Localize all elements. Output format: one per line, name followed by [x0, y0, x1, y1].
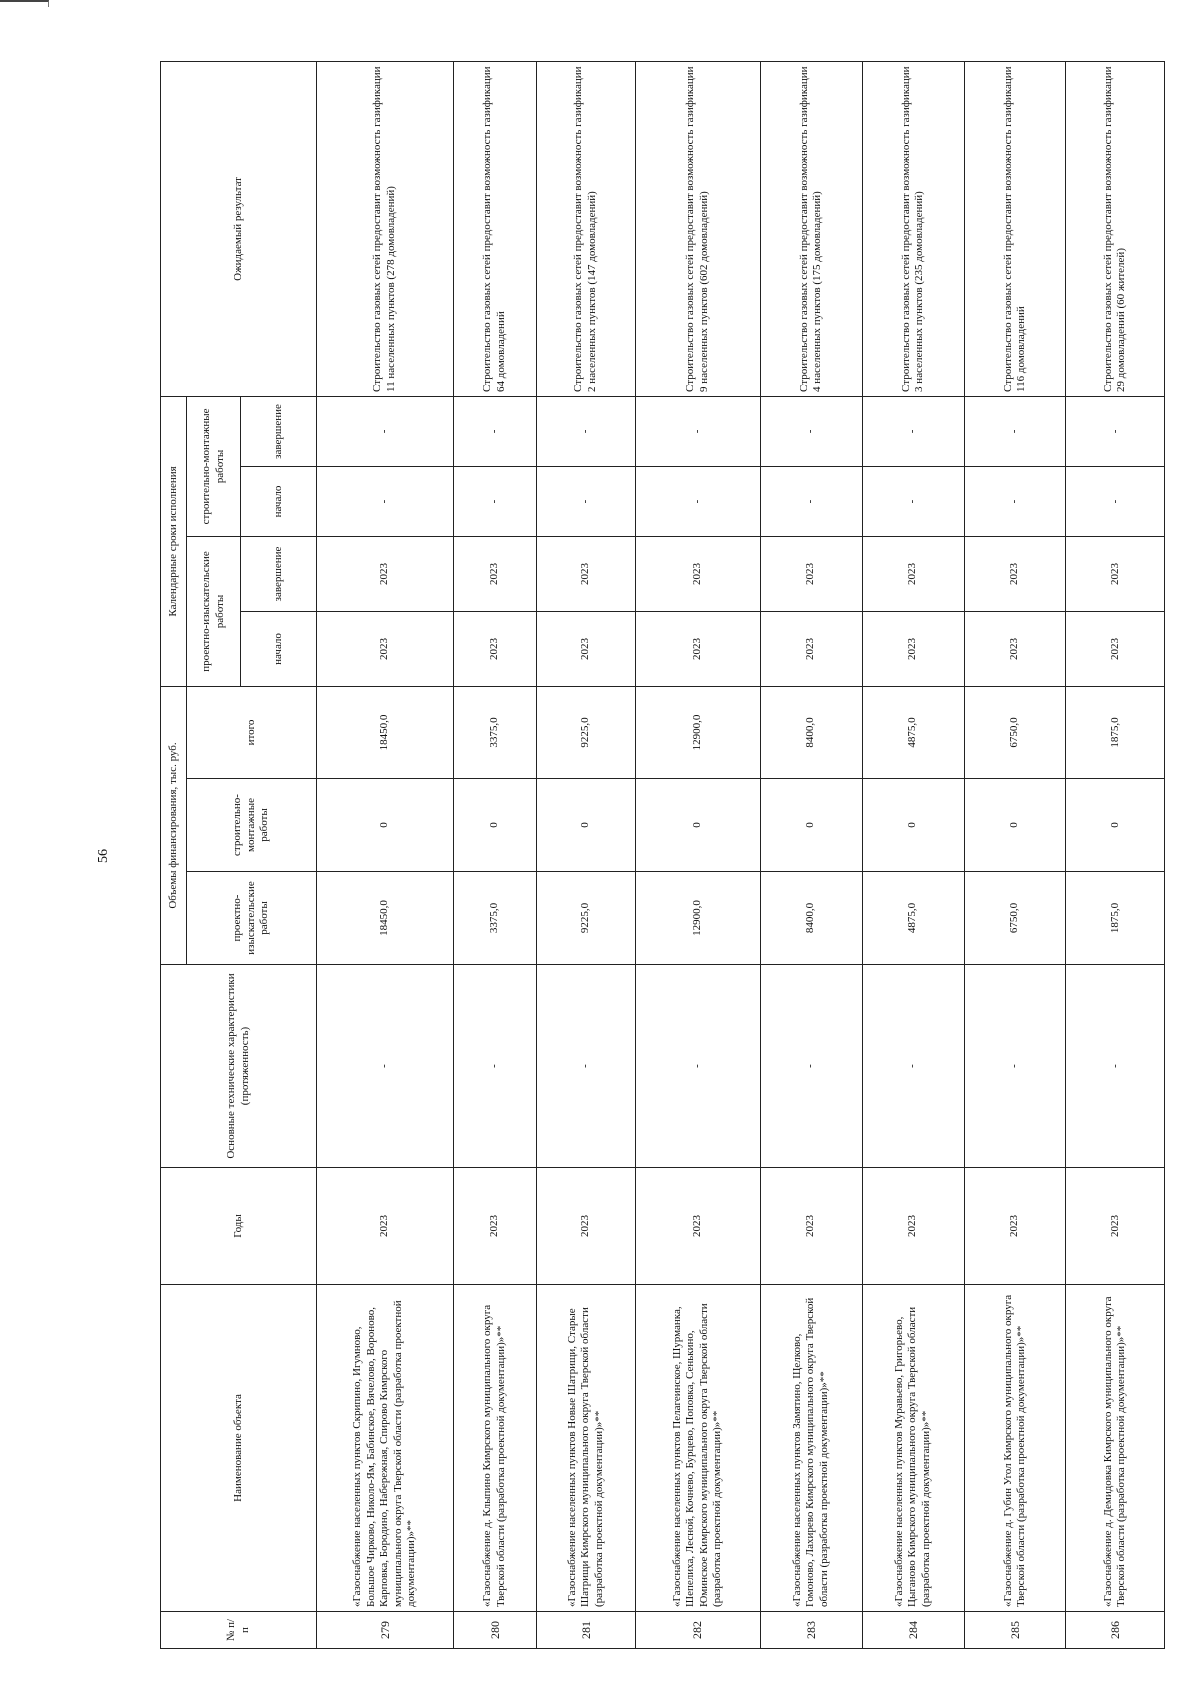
header-expected-result: Ожидаемый результат: [161, 61, 317, 396]
tech-characteristics-cell: -: [862, 965, 964, 1168]
scan-edge-mark: [0, 0, 49, 7]
year-cell: 2023: [635, 1168, 760, 1285]
funding-total-cell: 1875,0: [1066, 686, 1165, 778]
construction-end-cell: -: [453, 396, 536, 466]
design-start-cell: 2023: [635, 611, 760, 686]
table-body: [317, 61, 1165, 1648]
funding-construction-cell: 0: [964, 779, 1066, 872]
object-name-cell: «Газоснабжение д. Губин Угол Кимрского муниципального округа Тверской области (разработка проектной документации)»**: [964, 1285, 1066, 1612]
funding-construction-cell: 0: [317, 779, 454, 872]
design-start-cell: 2023: [760, 611, 862, 686]
object-name-cell: «Газоснабжение населенных пунктов Муравьево, Григорьево, Цыганово Кимрского муниципального округа Тверской области (разработка проектной документации)»**: [862, 1285, 964, 1612]
tech-characteristics-cell: -: [1066, 965, 1165, 1168]
construction-end-cell: -: [964, 396, 1066, 466]
funding-design-cell: 3375,0: [453, 872, 536, 965]
table-row: [862, 61, 964, 1648]
funding-construction-cell: 0: [537, 779, 635, 872]
funding-total-cell: 18450,0: [317, 686, 454, 778]
funding-design-cell: 6750,0: [964, 872, 1066, 965]
table-row: [537, 61, 635, 1648]
funding-total-cell: 3375,0: [453, 686, 536, 778]
design-end-cell: 2023: [453, 536, 536, 611]
row-number-cell: 280: [453, 1612, 536, 1649]
tech-characteristics-cell: -: [453, 965, 536, 1168]
construction-start-cell: -: [862, 466, 964, 536]
header-num: № п/п: [161, 1612, 317, 1649]
construction-start-cell: -: [317, 466, 454, 536]
expected-result-cell: Строительство газовых сетей предоставит возможность газификации 29 домовладений (60 жителей): [1066, 61, 1165, 396]
header-construction-end: завершение: [241, 396, 317, 466]
funding-total-cell: 4875,0: [862, 686, 964, 778]
design-start-cell: 2023: [317, 611, 454, 686]
design-end-cell: 2023: [537, 536, 635, 611]
construction-start-cell: -: [1066, 466, 1165, 536]
object-name-cell: «Газоснабжение населенных пунктов Пелагеинское, Шурманка, Шепелиха, Лесной, Кочнево, Бурцево, Поповка, Сенькино, Юминское Кимрского муниципального округа Тверской области (разработка проектной документации)»**: [635, 1285, 760, 1612]
funding-construction-cell: 0: [760, 779, 862, 872]
rotated-table-sheet: [160, 62, 1165, 1649]
funding-design-cell: 1875,0: [1066, 872, 1165, 965]
header-schedule-construction: строительно-монтажные работы: [187, 396, 241, 536]
funding-construction-cell: 0: [862, 779, 964, 872]
header-tech-characteristics: Основные технические характеристики (протяженность): [161, 965, 317, 1168]
funding-design-cell: 9225,0: [537, 872, 635, 965]
table-row: [964, 61, 1066, 1648]
tech-characteristics-cell: -: [964, 965, 1066, 1168]
year-cell: 2023: [964, 1168, 1066, 1285]
header-design-end: завершение: [241, 536, 317, 611]
design-start-cell: 2023: [537, 611, 635, 686]
design-start-cell: 2023: [862, 611, 964, 686]
design-start-cell: 2023: [1066, 611, 1165, 686]
funding-construction-cell: 0: [635, 779, 760, 872]
row-number-cell: 286: [1066, 1612, 1165, 1649]
expected-result-cell: Строительство газовых сетей предоставит возможность газификации 64 домовладений: [453, 61, 536, 396]
year-cell: 2023: [537, 1168, 635, 1285]
funding-total-cell: 9225,0: [537, 686, 635, 778]
design-end-cell: 2023: [760, 536, 862, 611]
table-row: [760, 61, 862, 1648]
header-funding-total: итого: [187, 686, 317, 778]
construction-start-cell: -: [537, 466, 635, 536]
expected-result-cell: Строительство газовых сетей предоставит возможность газификации 116 домовладений: [964, 61, 1066, 396]
construction-start-cell: -: [635, 466, 760, 536]
row-number-cell: 284: [862, 1612, 964, 1649]
year-cell: 2023: [760, 1168, 862, 1285]
year-cell: 2023: [1066, 1168, 1165, 1285]
tech-characteristics-cell: -: [635, 965, 760, 1168]
design-end-cell: 2023: [317, 536, 454, 611]
expected-result-cell: Строительство газовых сетей предоставит возможность газификации 9 населенных пунктов (602 домовладений): [635, 61, 760, 396]
expected-result-cell: Строительство газовых сетей предоставит возможность газификации 4 населенных пунктов (175 домовладений): [760, 61, 862, 396]
funding-design-cell: 4875,0: [862, 872, 964, 965]
header-funding-construction: строительно-монтажные работы: [187, 779, 317, 872]
design-end-cell: 2023: [1066, 536, 1165, 611]
tech-characteristics-cell: -: [317, 965, 454, 1168]
row-number-cell: 285: [964, 1612, 1066, 1649]
table-row: [453, 61, 536, 1648]
gasification-program-table: [160, 61, 1165, 1649]
header-years: Годы: [161, 1168, 317, 1285]
design-end-cell: 2023: [635, 536, 760, 611]
expected-result-cell: Строительство газовых сетей предоставит возможность газификации 3 населенных пунктов (235 домовладений): [862, 61, 964, 396]
expected-result-cell: Строительство газовых сетей предоставит возможность газификации 2 населенных пунктов (147 домовладений): [537, 61, 635, 396]
funding-total-cell: 8400,0: [760, 686, 862, 778]
construction-start-cell: -: [964, 466, 1066, 536]
object-name-cell: «Газоснабжение населенных пунктов Замятино, Щелково, Гомоново, Лахирево Кимрского муниципального округа Тверской области (разработка проектной документации)»**: [760, 1285, 862, 1612]
header-schedule: Календарные сроки исполнения: [161, 396, 187, 686]
tech-characteristics-cell: -: [537, 965, 635, 1168]
construction-start-cell: -: [453, 466, 536, 536]
header-design-start: начало: [241, 611, 317, 686]
header-funding: Объемы финансирования, тыс. руб.: [161, 686, 187, 964]
construction-end-cell: -: [635, 396, 760, 466]
header-funding-design: проектно-изыскательские работы: [187, 872, 317, 965]
expected-result-cell: Строительство газовых сетей предоставит возможность газификации 11 населенных пунктов (278 домовладений): [317, 61, 454, 396]
row-number-cell: 281: [537, 1612, 635, 1649]
design-end-cell: 2023: [862, 536, 964, 611]
construction-end-cell: -: [862, 396, 964, 466]
row-number-cell: 282: [635, 1612, 760, 1649]
page-number: 56: [96, 849, 111, 863]
table-row: [635, 61, 760, 1648]
design-end-cell: 2023: [964, 536, 1066, 611]
tech-characteristics-cell: -: [760, 965, 862, 1168]
construction-end-cell: -: [1066, 396, 1165, 466]
object-name-cell: «Газоснабжение населенных пунктов Скрипино, Игумново, Большое Чирково, Николо-Ям, Бабинское, Вячелово, Вороново, Карповка, Бородино, Набережная, Спирово Кимрского муниципального округа Тверской области (разработка проектной документации)»**: [317, 1285, 454, 1612]
year-cell: 2023: [453, 1168, 536, 1285]
table-row: [317, 61, 454, 1648]
design-start-cell: 2023: [964, 611, 1066, 686]
table-row: [1066, 61, 1165, 1648]
year-cell: 2023: [317, 1168, 454, 1285]
header-schedule-design: проектно-изыскательские работы: [187, 536, 241, 686]
row-number-cell: 279: [317, 1612, 454, 1649]
funding-design-cell: 18450,0: [317, 872, 454, 965]
funding-design-cell: 12900,0: [635, 872, 760, 965]
row-number-cell: 283: [760, 1612, 862, 1649]
table-header: [161, 61, 317, 1648]
construction-start-cell: -: [760, 466, 862, 536]
object-name-cell: «Газоснабжение населенных пунктов Новые Шатрищи, Старые Шатрищи Кимрского муниципального округа Тверской области (разработка проектной документации)»**: [537, 1285, 635, 1612]
funding-total-cell: 6750,0: [964, 686, 1066, 778]
header-object-name: Наименование объекта: [161, 1285, 317, 1612]
funding-construction-cell: 0: [453, 779, 536, 872]
construction-end-cell: -: [537, 396, 635, 466]
object-name-cell: «Газоснабжение д. Демидовка Кимрского муниципального округа Тверской области (разработка проектной документации)»**: [1066, 1285, 1165, 1612]
object-name-cell: «Газоснабжение д. Клыпино Кимрского муниципального округа Тверской области (разработка проектной документации)»**: [453, 1285, 536, 1612]
funding-total-cell: 12900,0: [635, 686, 760, 778]
funding-construction-cell: 0: [1066, 779, 1165, 872]
year-cell: 2023: [862, 1168, 964, 1285]
header-construction-start: начало: [241, 466, 317, 536]
construction-end-cell: -: [760, 396, 862, 466]
design-start-cell: 2023: [453, 611, 536, 686]
construction-end-cell: -: [317, 396, 454, 466]
funding-design-cell: 8400,0: [760, 872, 862, 965]
